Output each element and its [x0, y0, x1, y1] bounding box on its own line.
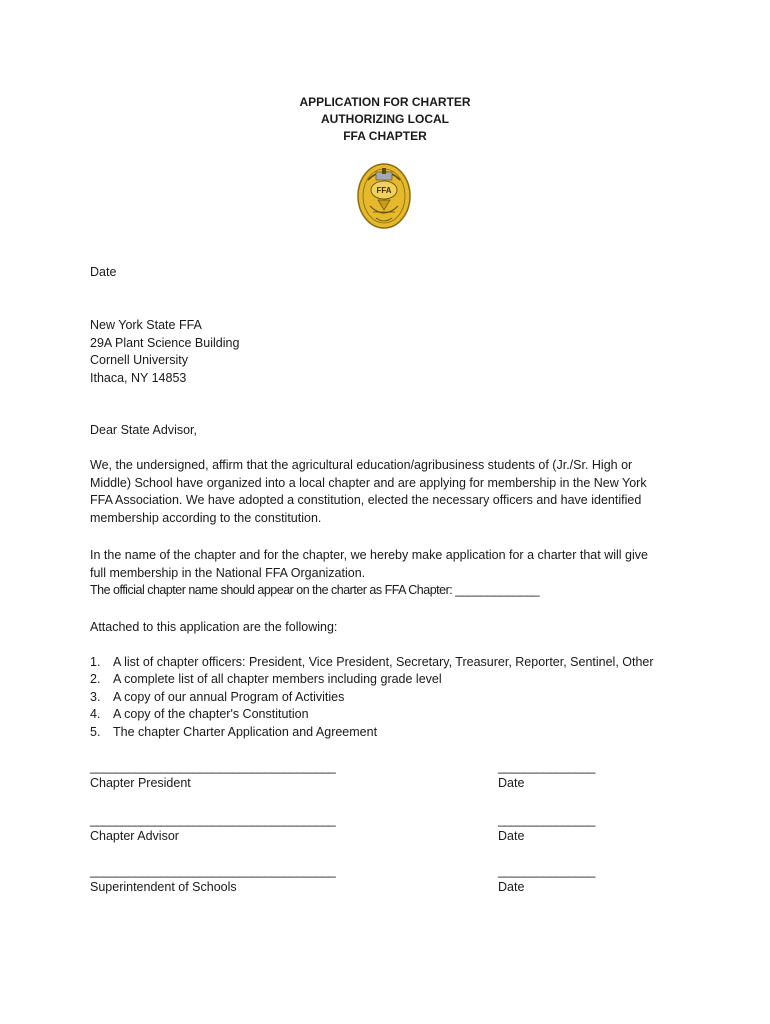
president-date-line[interactable]: _______________ [498, 760, 595, 774]
paragraph-line: FFA Association. We have adopted a constitution, elected the necessary officers and have identified [90, 493, 642, 508]
advisor-date-line[interactable]: _______________ [498, 813, 595, 827]
paragraph-line: We, the undersigned, affirm that the agricultural education/agribusiness students of (Jr./Sr. High or [90, 458, 633, 472]
title-line-3: FFA CHAPTER [343, 129, 427, 143]
official-chapter-name-line[interactable]: The official chapter name should appear on the charter as FFA Chapter: _____________ [90, 583, 540, 598]
advisor-signature-label: Chapter Advisor [90, 829, 179, 843]
list-item: 1. A list of chapter officers: President, Vice President, Secretary, Treasurer, Reporter, Sentinel, Other [90, 655, 654, 669]
paragraph-affirmation [90, 457, 680, 527]
attached-intro: Attached to this application are the following: [90, 620, 338, 634]
president-date-label: Date [498, 776, 525, 790]
list-item: 5. The chapter Charter Application and Agreement [90, 724, 378, 739]
salutation: Dear State Advisor, [90, 423, 198, 437]
superintendent-signature-line[interactable]: ______________________________________ [90, 864, 336, 878]
address-block [90, 317, 680, 387]
address-line-2: 29A Plant Science Building [90, 335, 240, 350]
superintendent-date-label: Date [498, 880, 525, 894]
title-line-2: AUTHORIZING LOCAL [321, 112, 449, 126]
list-item: 2. A complete list of all chapter members including grade level [90, 672, 442, 687]
paragraph-line: full membership in the National FFA Organization. [90, 565, 366, 580]
address-line-4: Ithaca, NY 14853 [90, 370, 187, 385]
emblem-text: FFA [376, 186, 392, 195]
paragraph-line: Middle) School have organized into a local chapter and are applying for membership in the New York [90, 475, 647, 490]
superintendent-date-line[interactable]: _______________ [498, 864, 595, 878]
paragraph-line: membership according to the constitution. [90, 510, 322, 525]
paragraph-application [90, 547, 680, 600]
advisor-date-label: Date [498, 829, 525, 843]
attachments-list [90, 654, 690, 741]
title-line-1: APPLICATION FOR CHARTER [299, 95, 471, 109]
document-title [0, 94, 770, 145]
superintendent-signature-label: Superintendent of Schools [90, 880, 237, 894]
president-signature-label: Chapter President [90, 776, 191, 790]
paragraph-line: In the name of the chapter and for the chapter, we hereby make application for a charter that will give [90, 548, 648, 562]
list-item: 3. A copy of our annual Program of Activities [90, 689, 345, 704]
ffa-emblem-icon [356, 158, 412, 230]
date-label: Date [90, 265, 117, 279]
address-line-3: Cornell University [90, 353, 188, 368]
advisor-signature-line[interactable]: ______________________________________ [90, 813, 336, 827]
address-line-1: New York State FFA [90, 318, 202, 332]
list-item: 4. A copy of the chapter's Constitution [90, 707, 309, 722]
president-signature-line[interactable]: ______________________________________ [90, 760, 336, 774]
